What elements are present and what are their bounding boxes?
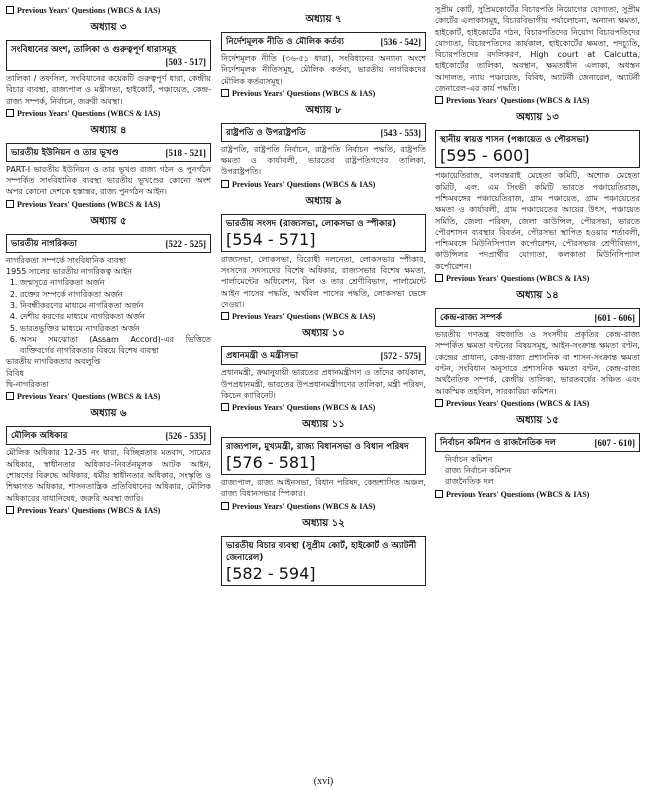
section-title: রাষ্ট্রপতি ও উপরাষ্ট্রপতি xyxy=(226,127,306,138)
chapter-heading: অধ্যায় ১০ xyxy=(302,328,345,340)
section-description: নির্দেশমূলক নীতি (৩৬-৫১ ধারা), সংবিধানের অন্যান্য অংশে নির্দেশমূলক নীতিসমূহ, মৌলিক কর্তব্য, ভারতীয় নাগরিকদের মৌলিক কর্তব্যসমূহ। xyxy=(221,54,426,86)
column-2 xyxy=(221,4,426,586)
section-title-box xyxy=(221,32,426,51)
section-title: রাজ্যপাল, মুখ্যমন্ত্রী, রাজ্য বিধানসভা ও বিধান পরিষদ xyxy=(226,442,409,453)
checkbox-square-icon xyxy=(221,403,229,411)
chapter-heading: অধ্যায় ১২ xyxy=(302,517,345,529)
list-item: 2. রক্তের সম্পর্কে নাগরিকতা অর্জন xyxy=(20,289,211,300)
chapter-heading: অধ্যায় ১১ xyxy=(302,419,345,431)
section-title: মৌলিক অধিকার xyxy=(11,431,68,442)
chapter-heading: অধ্যায় ৮ xyxy=(305,104,342,116)
checkbox-square-icon xyxy=(435,274,443,282)
section-title: ভারতীয় ইউনিয়ন ও তার ভূখণ্ড xyxy=(11,147,119,158)
checkbox-square-icon xyxy=(6,109,14,117)
list-item: 5. ভারতভুক্তির মাধ্যমে নাগরিকতা অর্জন xyxy=(20,323,211,334)
page-range: [522 - 525] xyxy=(165,238,206,249)
page-range: [543 - 553] xyxy=(380,127,421,138)
list-item: 4. দেশীয় করণের মাধ্যমে নাগরিকতা অর্জন xyxy=(20,311,211,322)
section-title-box xyxy=(435,433,640,452)
page-range: [601 - 606] xyxy=(594,313,635,324)
checkbox-square-icon xyxy=(6,392,14,400)
chapter-heading: অধ্যায় ৪ xyxy=(90,124,127,136)
pyq-label: Previous Years' Questions (WBCS & IAS) xyxy=(435,274,640,283)
column-3 xyxy=(435,4,640,501)
section-description: মৌলিক অধিকার 12-35 নং ধারা, বিচ্ছিন্নতার মতবাদ, সাম্যের অধিকার, স্বাধীনতার অধিকার–নিবর্তনমূলক আটক আইন, শোষণের বিরুদ্ধে অধিকার, ধর্মীয় স্বাধীনতার অধিকার, সংস্কৃতি ও শিক্ষাগত অধিকার, শাসনতান্ত্রিক প্রতিবিধানের অধিকার, মৌলিক অধিকারের বাধানিষেধ, জরুরি অবস্থা জারি। xyxy=(6,448,211,503)
pyq-label: Previous Years' Questions (WBCS & IAS) xyxy=(221,312,426,321)
checkbox-square-icon xyxy=(221,180,229,188)
checkbox-square-icon xyxy=(435,490,443,498)
pyq-label: Previous Years' Questions (WBCS & IAS) xyxy=(221,403,426,412)
section-title-box xyxy=(221,214,426,252)
section-description: তালিকা / তফসিল, সংবিধানের কয়েকটি গুরুত্বপূর্ণ ধারা, কেন্দ্রীয় বিচার ব্যবস্থা, রাজ্যপাল ও মন্ত্রীসভা, হাইকোর্ট, পঞ্চায়েত, কেন্দ্র-রাজ্য সম্পর্ক, নির্বাচন, জরুরী অবস্থা। xyxy=(6,74,211,106)
page-range: [503 - 517] xyxy=(165,57,206,67)
section-title: প্রধানমন্ত্রী ও মন্ত্রীসভা xyxy=(226,351,299,362)
checkbox-square-icon xyxy=(6,506,14,514)
chapter-heading: অধ্যায় ৩ xyxy=(90,22,127,33)
section-description: রাজ্যপাল, রাজ্য আইনসভা, বিধান পরিষদ, কেন্দ্রশাসিত অঞ্চল, রাজ্য বিধানসভার স্পিকার। xyxy=(221,478,426,499)
page-range: [536 - 542] xyxy=(380,37,421,47)
section-title-box xyxy=(435,308,640,327)
list-item: নির্বাচন কমিশন xyxy=(445,454,493,464)
pyq-label: Previous Years' Questions (WBCS & IAS) xyxy=(6,392,211,401)
section-title-box xyxy=(6,143,211,162)
checkbox-square-icon xyxy=(221,502,229,510)
section-title: স্থানীয় স্বায়ত্ত শাসন (পঞ্চায়েত ও পৌরসভা) xyxy=(440,135,590,146)
checkbox-square-icon xyxy=(221,312,229,320)
section-title-box xyxy=(6,40,211,71)
chapter-heading: অধ্যায় ১৩ xyxy=(516,112,559,124)
list-item: 1. জন্মসূত্রে নাগরিকতা অর্জন xyxy=(20,277,211,288)
section-title-box xyxy=(221,346,426,365)
section-title: ভারতীয় সংসদ (রাজ্যসভা, লোকসভা ও স্পীকার) xyxy=(226,218,397,229)
section-title-box xyxy=(221,123,426,142)
page-range: [518 - 521] xyxy=(165,147,206,158)
section-description: নাগরিকতা সম্পর্কে সাংবিধানিক ব্যবস্থা 1955 সালের ভারতীয় নাগরিকত্ব আইন 1. জন্মসূত্রে নাগরিকতা অর্জন 2. রক্তের সম্পর্কে নাগরিকতা অর্জন 3. নিবন্ধীকরণের মাধ্যমে নাগরিকতা অর্জন 4. দেশীয় করণের মাধ্যমে নাগরিকতা অর্জন 5. ভারতভুক্তির মাধ্যমে নাগরিকতা অর্জন 6. অসম সমঝোতা (Assam Accord)-এর ভিত্তিতে ব্যক্তিবর্গের নাগরিকতার বিষয়ে বিশেষ ব্যবস্থা ভারতীয় নাগরিকতার অবলুপ্তি বিবিধ দ্বি-নাগরিকতা xyxy=(6,255,211,391)
page-range: [572 - 575] xyxy=(380,351,421,362)
section-description: প্রধানমন্ত্রী, ক্রমানুযায়ী ভারতের প্রধানমন্ত্রীগণ ও তাঁদের কার্যকাল, উপপ্রধানমন্ত্রী, ভারতের উপপ্রধানমন্ত্রীগণের তালিকা, মন্ত্রী পরিষদ, কিচেন ক্যাবিনেট। xyxy=(221,368,426,400)
section-description xyxy=(435,454,640,488)
pyq-label: Previous Years' Questions (WBCS & IAS) xyxy=(221,89,426,98)
section-description: ভারতীয় গণতন্ত্র বহুজাতি ও সংসদীয় প্রকৃতির কেন্দ্র-রাজ্য সম্পর্কিত ক্ষমতা বণ্টনের বিষয়সমূহ, আইন-সংক্রান্ত ক্ষমতা বণ্টন, কেন্দ্রের প্রাধান্য, কেন্দ্র-রাজ্য প্রশাসনিক বা শাসন-সংক্রান্ত ক্ষমতা বণ্টন, সংবিধান অনুসারে প্রশাসনিক ক্ষমতা বণ্টন, কেন্দ্র-রাজ্য অর্থনৈতিক সম্পর্ক, কেন্দ্রীয় তালিকা, ভারতবর্ষের সঞ্চিত এবং আকস্মিক তহবিল, সারকারিয়া কমিশন। xyxy=(435,330,640,396)
list-item: 3. নিবন্ধীকরণের মাধ্যমে নাগরিকতা অর্জন xyxy=(20,300,211,311)
section-title-box xyxy=(6,234,211,253)
page-range: [526 - 535] xyxy=(165,431,206,442)
section-description: রাষ্ট্রপতি, রাষ্ট্রপতি নির্বাচন, রাষ্ট্রপতি নির্বাচন পদ্ধতি, রাষ্ট্রপতি ক্ষমতা ও কার্যাবলী, ভারতের রাষ্ট্রপতিগণের তালিকা, উপরাষ্ট্রপতি। xyxy=(221,144,426,177)
pyq-label: Previous Years' Questions (WBCS & IAS) xyxy=(6,506,211,515)
chapter-heading: অধ্যায় ৬ xyxy=(90,408,127,420)
section-title: ভারতীয় বিচার ব্যবস্থা (সুপ্রীম কোর্ট, হাইকোর্ট ও অ্যাটর্নী জেনারেল) xyxy=(226,540,417,563)
section-title: নির্বাচন কমিশন ও রাজনৈতিক দল xyxy=(440,437,556,448)
section-description: PART-I ভারতীয় ইউনিয়ন ও তার ভূখণ্ড রাজ্য গঠন ও পুনর্গঠন সম্পর্কিত সাংবিধানিক ব্যবস্থা ভারতীয় ভূখণ্ডের কোনো অংশ অপর কোনো দেশকে হস্তান্তর, রাজ্য পুনর্গঠন আইন। xyxy=(6,164,211,197)
section-description: পঞ্চায়েতিরাজ, বলবন্তরাই মেহেতা কমিটি, অশোক মেহেতা কমিটি, এল. এম সিংভী কমিটি ভারতে পঞ্চায়েতিরাজ, পশ্চিমবঙ্গের পঞ্চায়েতিরাজ, গ্রাম পঞ্চায়েত, গ্রাম পঞ্চায়েতের ক্ষমতা ও কার্যাবলী, গ্রাম পঞ্চায়েতের আয়ের উৎস, পঞ্চায়েত সমিতি, জেলা পরিষদ, জেলা কাউন্সিল, পৌরসভা, ভারতে পৌরশাসন ব্যবস্থার বিবর্তন, পৌরসভা স্থাপিত হওয়ার শর্তাবলী, পশ্চিমবঙ্গে মিউনিসিপ্যাল কর্পোরেশন, পৌরসভার শ্রেণীবিভাগ, কাউন্সিলর পদপ্রার্থীর যোগ্যতা, কলকাতা মিউনিসিপ্যাল কর্পোরেশন। xyxy=(435,171,640,271)
chapter-heading: অধ্যায় ৭ xyxy=(305,14,342,25)
pyq-label: Previous Years' Questions (WBCS & IAS) xyxy=(435,490,640,499)
pyq-label: Previous Years' Questions (WBCS & IAS) xyxy=(221,180,426,189)
checkbox-square-icon xyxy=(435,96,443,104)
citizenship-list xyxy=(6,277,211,356)
section-title: ভারতীয় নাগরিকতা xyxy=(11,238,77,249)
page-range: [595 - 600] xyxy=(440,146,530,166)
page-range: [607 - 610] xyxy=(594,437,635,448)
section-title-box xyxy=(221,437,426,475)
section-title-box xyxy=(6,426,211,445)
chapter-heading: অধ্যায় ১৪ xyxy=(516,290,559,302)
section-title: কেন্দ্র-রাজ্য সম্পর্ক xyxy=(440,313,503,324)
list-item: রাজ্য নির্বাচন কমিশন xyxy=(445,466,512,476)
pyq-label: Previous Years' Questions (WBCS & IAS) xyxy=(6,200,211,209)
column-1 xyxy=(6,4,211,517)
page-range: [582 - 594] xyxy=(226,563,316,583)
checkbox-square-icon xyxy=(221,89,229,97)
page-range: [554 - 571] xyxy=(226,229,316,249)
section-title: নির্দেশমূলক নীতি ও মৌলিক কর্তব্য xyxy=(226,37,344,47)
pyq-label: Previous Years' Questions (WBCS & IAS) xyxy=(435,399,640,408)
page-number: (xvi) xyxy=(313,776,334,787)
page-range: [576 - 581] xyxy=(226,453,316,473)
section-title: সংবিধানের অংশ, তালিকা ও গুরুত্বপূর্ণ ধারাসমূহ xyxy=(11,45,177,55)
list-item: রাজনৈতিক দল xyxy=(445,477,494,487)
list-item: 6. অসম সমঝোতা (Assam Accord)-এর ভিত্তিতে ব্যক্তিবর্গের নাগরিকতার বিষয়ে বিশেষ ব্যবস্থা xyxy=(20,334,211,357)
chapter-heading: অধ্যায় ৫ xyxy=(90,215,127,227)
section-description: সুপ্রীম কোর্ট, সুপ্রিমকোর্টের বিচারপতি নিয়োগের যোগ্যতা, সুপ্রীম কোর্টের এলাকাসমূহ, বিচারবিভাগীয় পর্যালোচনা, অন্যান্য ক্ষমতা, হাইকোর্ট, হাইকোর্টের গঠন, বিচারপতিদের নিয়োগ বিচারপতিদের যোগ্যতা, বিচারপতিদের কার্যকাল, হাইকোর্টের ক্ষমতা, পদচ্যুতি, বিচারপতিদের বদলিকরণ, High court at Calcutta, হাইকোর্টের তালিকা, অবস্থান, ক্ষমতাধীন এলাকা, অধস্তন আদালত, ন্যায় পঞ্চায়েত, বিবিধ, অ্যাটর্নী জেনারেল, অ্যাটর্নী জেনারেল-এর কার্য পদ্ধতি। xyxy=(435,5,640,94)
section-description: রাজ্যসভা, লোকসভা, বিরোধী দলনেতা, লোকসভার স্পীকার, সংসদের সদস্যদের বিশেষ অধিকার, রাজ্যসভার বিশেষ ক্ষমতা, পার্লামেন্টের অধিবেশন, বিল ও তার শ্রেণীবিভাগ, পার্লামেন্টে আইন পাসের পদ্ধতি, অর্থবিল পাসের পদ্ধতি, লোকসভা ভেঙ্গে দেওয়া। xyxy=(221,254,426,309)
section-title-box xyxy=(221,536,426,586)
checkbox-square-icon xyxy=(435,399,443,407)
chapter-heading: অধ্যায় ১৫ xyxy=(516,414,559,426)
checkbox-square-icon xyxy=(6,6,14,14)
checkbox-square-icon xyxy=(6,200,14,208)
chapter-heading: অধ্যায় ৯ xyxy=(305,195,342,207)
pyq-label: Previous Years' Questions (WBCS & IAS) xyxy=(6,109,211,118)
section-title-box xyxy=(435,130,640,168)
pyq-label: Previous Years' Questions (WBCS & IAS) xyxy=(435,96,640,105)
pyq-label: Previous Years' Questions (WBCS & IAS) xyxy=(221,502,426,511)
pyq-label: Previous Years' Questions (WBCS & IAS) xyxy=(6,6,211,15)
contents-page xyxy=(6,4,641,774)
